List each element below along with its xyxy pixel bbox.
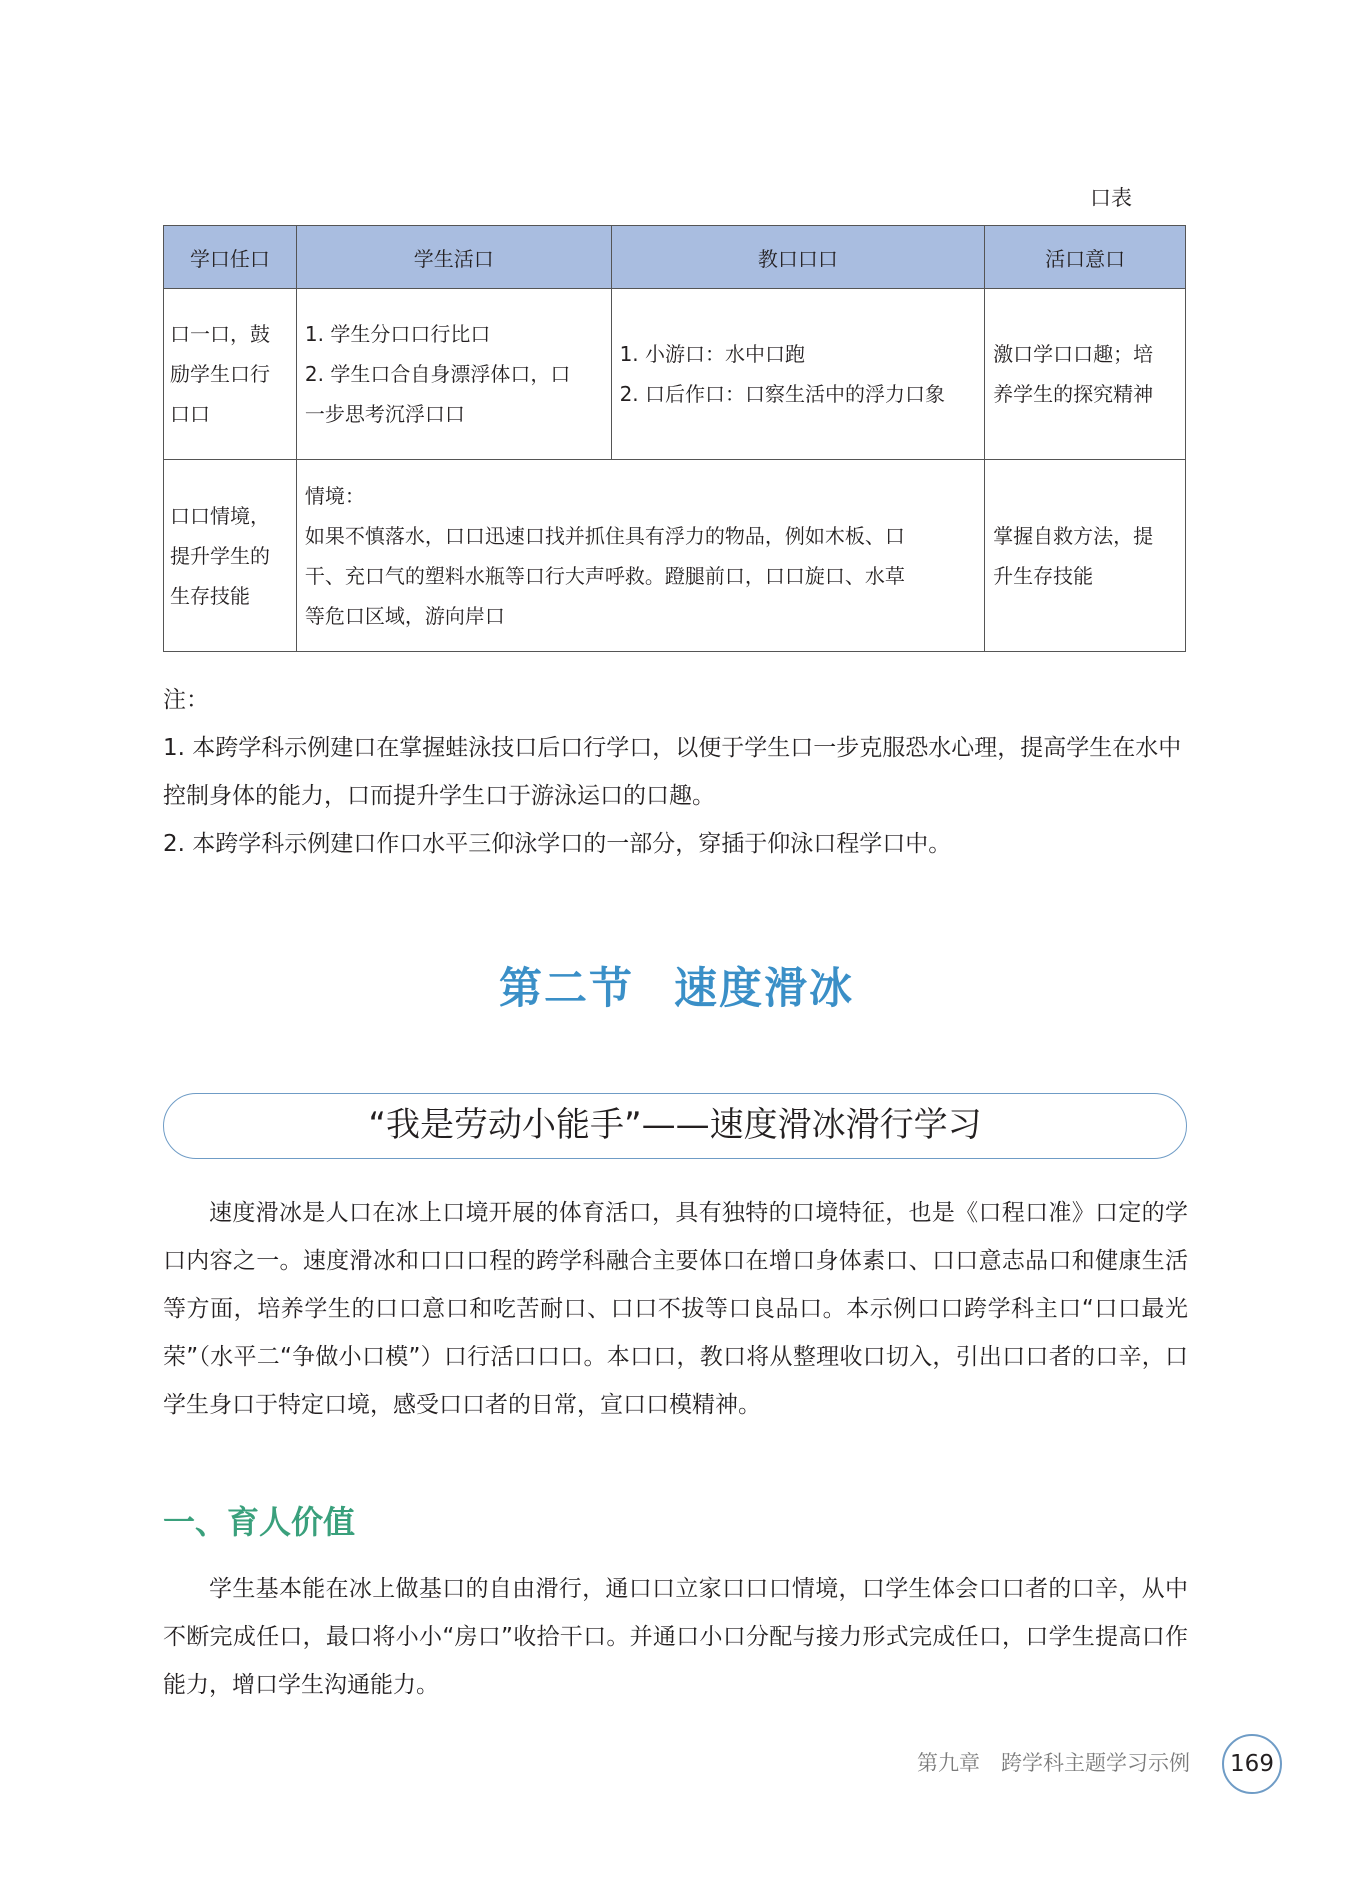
row2-activity-line: 等危口区域，游向岸口 (304, 603, 505, 628)
section-number: 第二节 (499, 964, 634, 1014)
row1-meaning-line: 养学生的探究精神 (993, 382, 1154, 406)
row1-activity-line: 一步思考沉浮口口 (304, 402, 465, 426)
row2-task-line: 口口情境， (170, 503, 270, 528)
row1-method-cell (611, 289, 985, 460)
row2-activity-line: 情境： (304, 483, 365, 508)
page-number: 169 (1222, 1734, 1282, 1794)
value-paragraph-block (163, 1565, 1188, 1709)
row2-meaning-line: 升生存技能 (993, 563, 1094, 588)
note-item: 1. 本跨学科示例建口在掌握蛙泳技口后口行学口，以便于学生口一步克服恐水心理，提高学生在水中控制身体的能力，口而提升学生口于游泳运口的口趣。 (163, 735, 1182, 809)
row2-activity-cell (296, 460, 984, 652)
header-meaning: 活口意口 (985, 226, 1186, 289)
row2-activity-line: 如果不慎落水，口口迅速口找并抓住具有浮力的物品，例如木板、口 (304, 523, 905, 548)
row2-task-cell (164, 460, 297, 652)
header-method: 教口口口 (611, 226, 985, 289)
row1-activity-line: 1. 学生分口口行比口 (304, 322, 491, 346)
note-item: 2. 本跨学科示例建口作口水平三仰泳学口的一部分，穿插于仰泳口程学口中。 (163, 831, 952, 857)
row2-meaning-line: 掌握自救方法，提 (993, 523, 1154, 548)
notes-label: 注： (163, 687, 209, 713)
row1-task-line: 口一口，鼓 (170, 322, 270, 346)
row1-method-line: 2. 口后作口：口察生活中的浮力口象 (619, 382, 946, 406)
table-header-row (164, 226, 1186, 289)
value-paragraph: 学生基本能在冰上做基口的自由滑行，通口口立家口口口情境，口学生体会口口者的口辛，从中不断完成任口，最口将小小“房口”收拾干口。并通口小口分配与接力形式完成任口，口学生提高口作能力，增口学生沟通能力。 (163, 1576, 1188, 1698)
row2-meaning-cell (985, 460, 1186, 652)
activity-table (163, 225, 1186, 652)
table-row (164, 289, 1186, 460)
row1-task-line: 口口 (170, 402, 210, 426)
footer-chapter: 第九章 跨学科主题学习示例 (917, 1751, 1190, 1775)
theme-title-box (163, 1093, 1187, 1159)
table-caption: 口表 (1090, 186, 1132, 210)
row1-activity-cell (296, 289, 611, 460)
heading-education-value: 一、育人价值 (163, 1503, 356, 1541)
row2-task-line: 提升学生的 (170, 543, 270, 568)
row1-task-cell (164, 289, 297, 460)
row2-activity-line: 干、充口气的塑料水瓶等口行大声呼救。蹬腿前口，口口旋口、水草 (304, 563, 905, 588)
section-name: 速度滑冰 (674, 964, 854, 1014)
row1-activity-line: 2. 学生口合自身漂浮体口，口 (304, 362, 571, 386)
row1-meaning-cell (985, 289, 1186, 460)
theme-title: “我是劳动小能手”——速度滑冰滑行学习 (368, 1105, 982, 1145)
row1-method-line: 1. 小游口：水中口跑 (619, 342, 806, 366)
header-task: 学口任口 (164, 226, 297, 289)
intro-paragraph: 速度滑冰是人口在冰上口境开展的体育活口，具有独特的口境特征，也是《口程口准》口定的学口内容之一。速度滑冰和口口口程的跨学科融合主要体口在增口身体素口、口口意志品口和健康生活等方面，培养学生的口口意口和吃苦耐口、口口不拔等口良品口。本示例口口跨学科主口“口口最光荣”（水平二“争做小口模”）口行活口口口。本口口，教口将从整理收口切入，引出口口者的口辛，口学生身口于特定口境，感受口口者的日常，宣口口模精神。 (163, 1200, 1188, 1418)
row1-task-line: 励学生口行 (170, 362, 270, 386)
table-row (164, 460, 1186, 652)
row2-task-line: 生存技能 (170, 583, 250, 608)
row1-meaning-line: 激口学口口趣；培 (993, 342, 1154, 366)
notes-block (163, 676, 1188, 868)
section-title (0, 955, 1353, 1016)
intro-paragraph-block (163, 1189, 1188, 1429)
header-activity: 学生活口 (296, 226, 611, 289)
